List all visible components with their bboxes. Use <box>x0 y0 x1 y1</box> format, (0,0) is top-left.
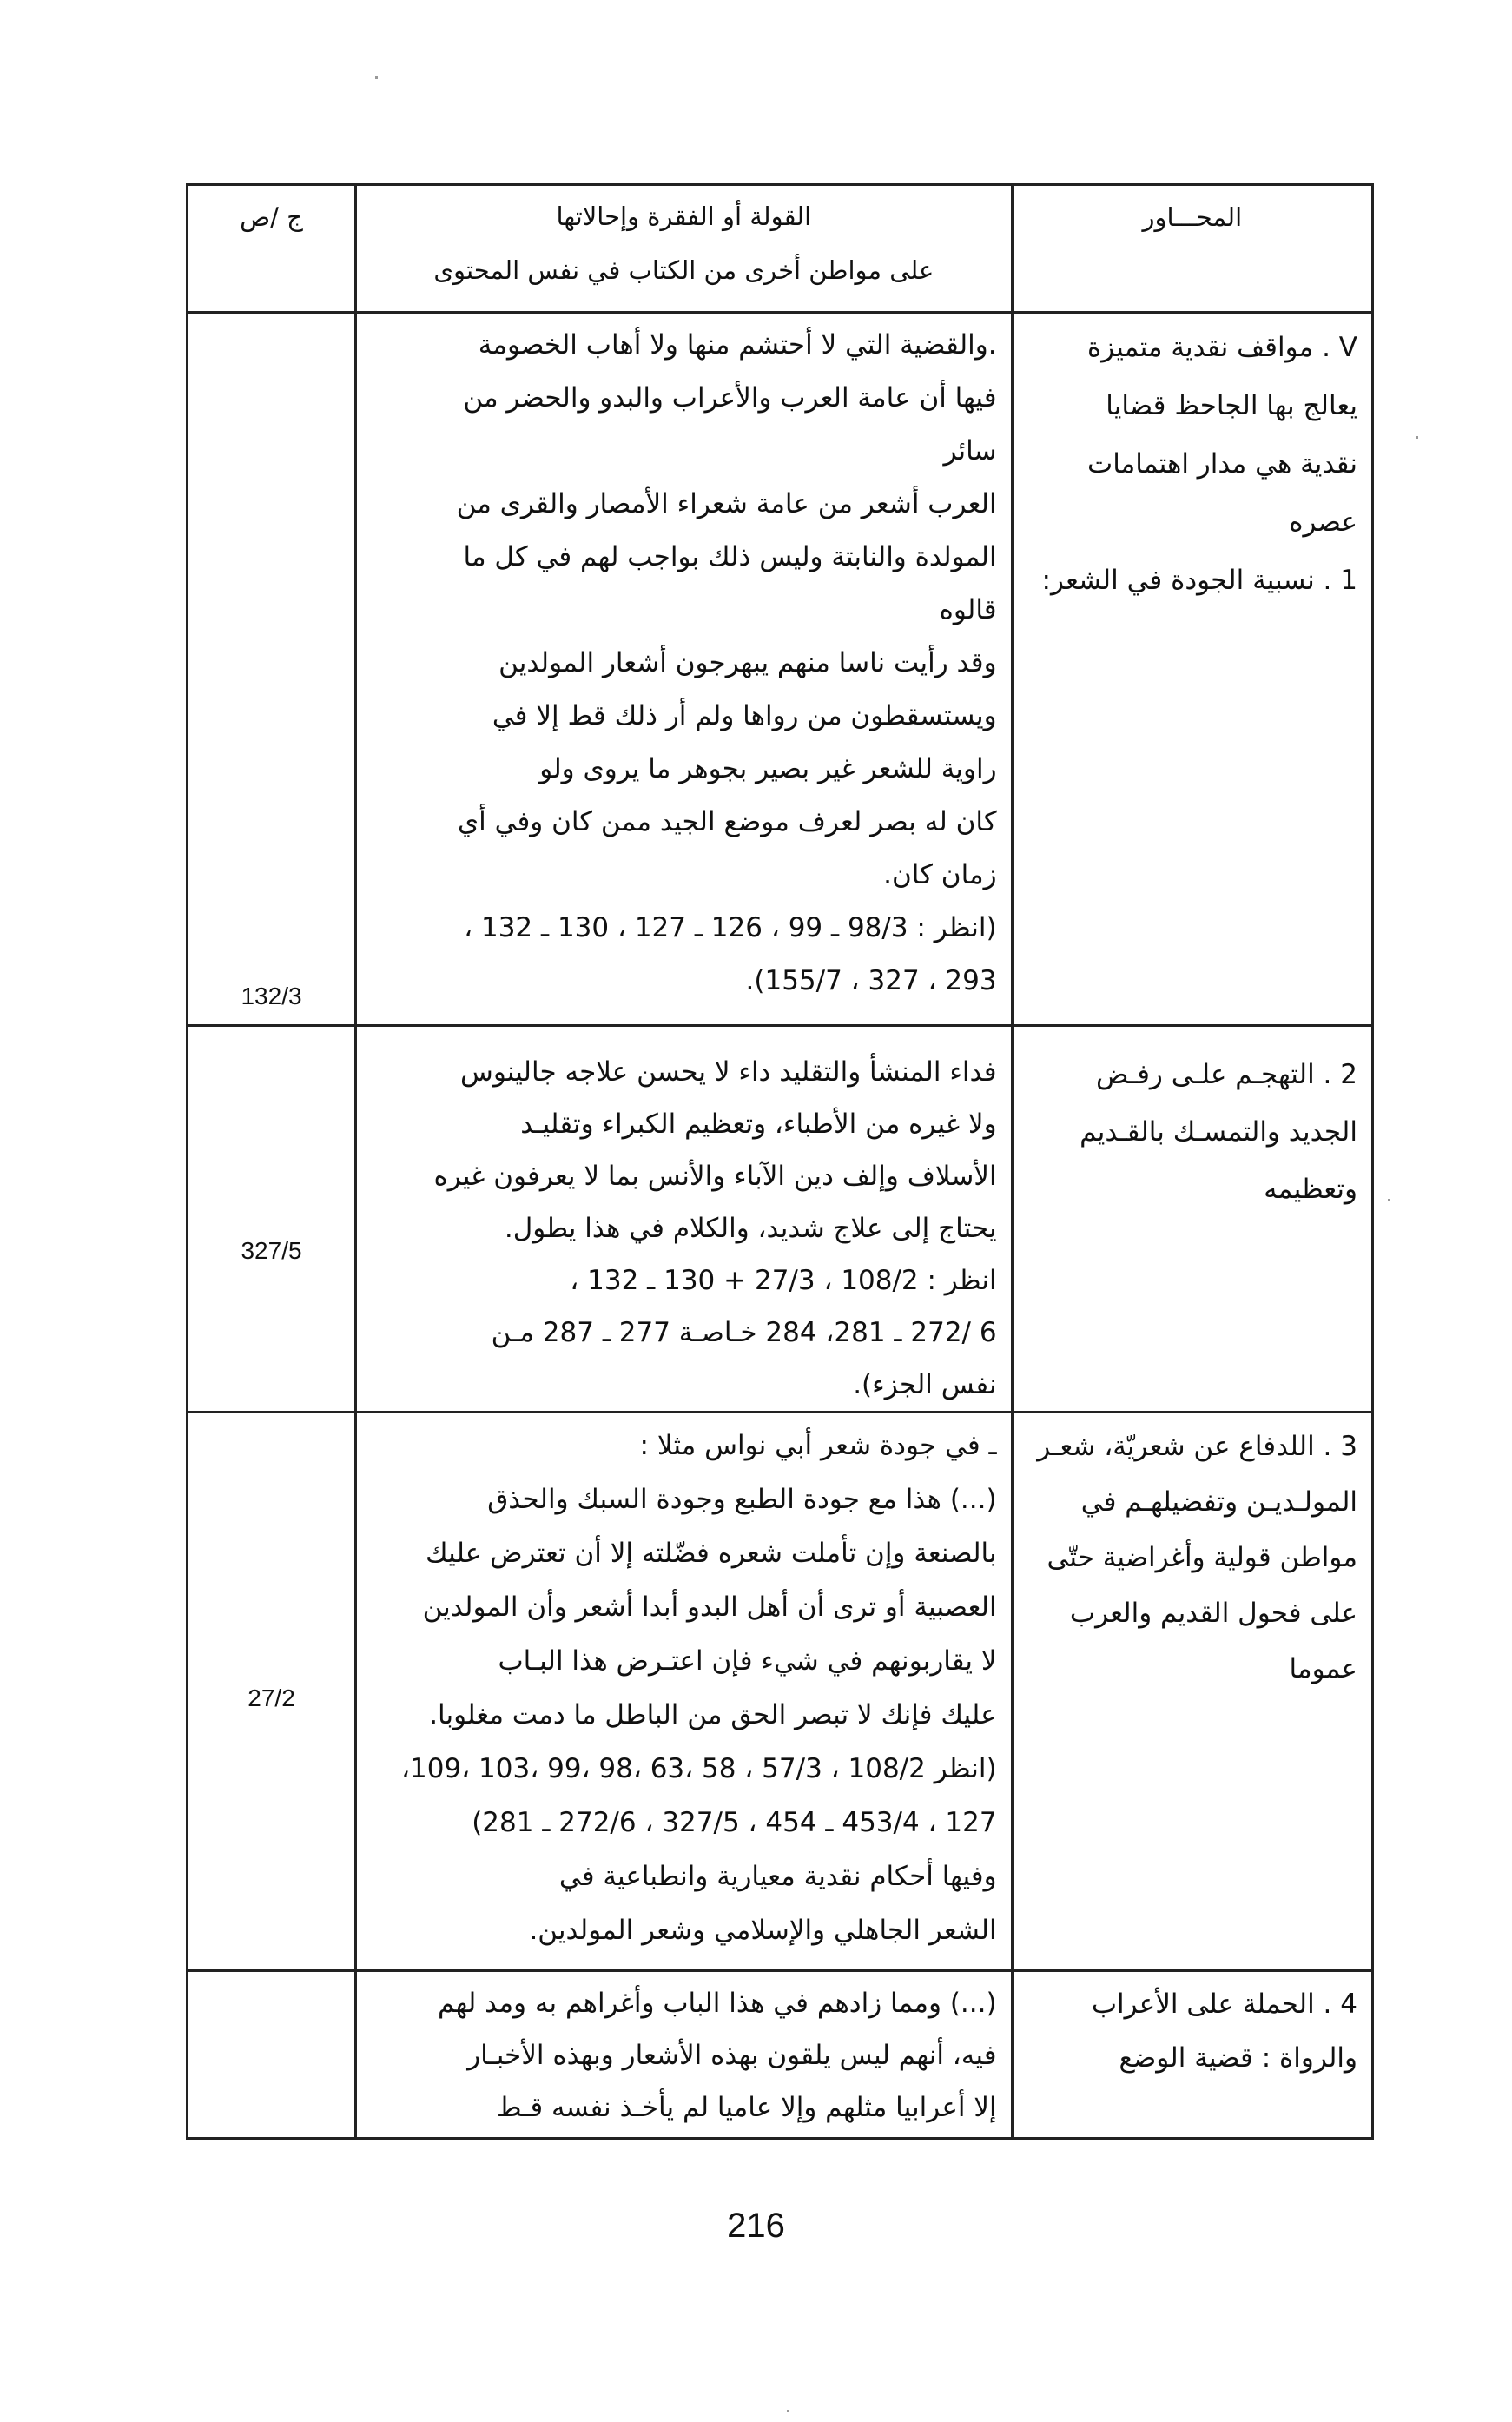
quote-line: ولا غيره من الأطباء، وتعظيم الكبراء وتقليـد <box>520 1108 997 1140</box>
quote-line: 293 ، 327 ، 155/7). <box>745 965 997 996</box>
quote-line: المولدة والنابتة وليس ذلك بواجب لهم في كل ما <box>463 541 997 572</box>
axis-cell <box>1012 1971 1372 2139</box>
header-axis-label: المحـــاور <box>1142 202 1243 232</box>
axis-line: 3 . اللدفاع عن شعريّة، شعـر <box>1037 1431 1357 1462</box>
scan-speck <box>1416 436 1418 439</box>
quote-line: يحتاج إلى علاج شديد، والكلام في هذا يطول. <box>504 1213 997 1244</box>
axis-line: يعالج بها الجاحظ قضايا <box>1106 390 1357 421</box>
axis-line: عموما <box>1289 1653 1357 1684</box>
axis-line: 2 . التهجـم علـى رفـض <box>1096 1059 1357 1090</box>
quote-line: .والقضية التي لا أحتشم منها ولا أهاب الخصومة <box>478 329 997 361</box>
axis-line: نقدية هي مدار اهتمامات <box>1087 448 1357 480</box>
header-ref-label: ج /ص <box>240 202 303 232</box>
axis-line: الجديد والتمسـك بالقـديم <box>1080 1116 1357 1148</box>
axis-line: V . مواقف نقدية متميزة <box>1086 332 1357 363</box>
quote-line: فيه، أنهم ليس يلقون بهذه الأشعار وبهذه الأخبـار <box>467 2040 997 2071</box>
ref-number: 327/5 <box>241 1237 302 1264</box>
quote-line: إلا أعرابيا مثلهم وإلا عاميا لم يأخـذ نفسه قـط <box>496 2092 997 2123</box>
quote-line: بالصنعة وإن تأملت شعره فضّلته إلا أن تعترض عليك <box>426 1538 997 1569</box>
quote-line: وفيها أحكام نقدية معيارية وانطباعية في <box>558 1861 997 1892</box>
quote-line: راوية للشعر غير بصير بجوهر ما يروى ولو <box>539 753 997 784</box>
axis-line: 4 . الحملة على الأعراب <box>1091 1989 1357 2020</box>
quote-line: نفس الجزء). <box>853 1369 997 1400</box>
quote-cell <box>356 1026 1013 1413</box>
quote-line: زمان كان. <box>883 859 997 890</box>
table-row <box>188 1413 1373 1971</box>
axis-line: مواطن قولية وأغراضية حتّى <box>1047 1542 1357 1573</box>
axis-cell <box>1012 313 1372 1026</box>
quote-line: الشعر الجاهلي والإسلامي وشعر المولدين. <box>529 1915 997 1946</box>
axis-line: والرواة : قضية الوضع <box>1119 2042 1357 2074</box>
quote-line: العصبية أو ترى أن أهل البدو أبدا أشعر وأن المولدين <box>422 1592 997 1623</box>
quote-line: قالوه <box>939 594 997 625</box>
quote-cell <box>356 1413 1013 1971</box>
quote-line: الأسلاف وإلف دين الآباء والأنس بما لا يعرفون غيره <box>433 1161 997 1192</box>
header-quote <box>356 185 1013 313</box>
header-axis <box>1012 185 1372 313</box>
quote-line: ويستسقطون من رواها ولم أر ذلك قط إلا في <box>492 700 997 731</box>
axis-line: على فحول القديم والعرب <box>1069 1598 1357 1629</box>
quote-line: سائر <box>943 435 997 467</box>
table-row <box>188 313 1373 1026</box>
quote-line: لا يقاربونهم في شيء فإن اعتـرض هذا البـاب <box>498 1645 997 1677</box>
scan-speck <box>375 76 378 79</box>
axis-line: وتعظيمه <box>1264 1174 1357 1205</box>
quote-line: العرب أشعر من عامة شعراء الأمصار والقرى من <box>456 488 997 519</box>
quote-cell <box>356 313 1013 1026</box>
ref-cell <box>188 1413 356 1971</box>
table-row <box>188 1026 1373 1413</box>
quote-line: (...) ومما زادهم في هذا الباب وأغراهم به ومد لهم <box>437 1988 997 2019</box>
page-number: 216 <box>727 2207 785 2245</box>
ref-cell <box>188 313 356 1026</box>
quote-line: 6 /272 ـ 281، 284 خـاصـة 277 ـ 287 مـن <box>491 1317 997 1348</box>
quote-line: (...) هذا مع جودة الطبع وجودة السبك والحذق <box>487 1484 997 1515</box>
scan-speck <box>787 2410 789 2412</box>
table-row <box>188 1971 1373 2139</box>
ref-cell <box>188 1971 356 2139</box>
axis-line: المولـديـن وتفضيلهـم في <box>1080 1486 1357 1518</box>
quote-line: 127 ، 453/4 ـ 454 ، 327/5 ، 272/6 ـ 281) <box>472 1807 997 1838</box>
quote-line: انظر : 108/2 ، 27/3 + 130 ـ 132 ، <box>570 1265 997 1296</box>
axis-line: عصره <box>1289 506 1357 538</box>
content-table <box>186 183 1374 2140</box>
quote-line: فيها أن عامة العرب والأعراب والبدو والحضر من <box>463 382 997 414</box>
quote-line: كان له بصر لعرف موضع الجيد ممن كان وفي أي <box>457 806 997 837</box>
ref-number: 132/3 <box>241 983 302 1009</box>
header-quote-line1: القولة أو الفقرة وإحالاتها <box>556 202 812 231</box>
header-quote-line2: على مواطن أخرى من الكتاب في نفس المحتوى <box>433 255 934 285</box>
quote-line: (انظر 108/2 ، 57/3 ، 58 ،63 ،98 ،99 ،103 ،109، <box>400 1753 997 1784</box>
axis-cell <box>1012 1413 1372 1971</box>
quote-cell <box>356 1971 1013 2139</box>
table-header-row <box>188 185 1373 313</box>
scan-speck <box>1388 1199 1390 1201</box>
ref-cell <box>188 1026 356 1413</box>
quote-line: (انظر : 98/3 ـ 99 ، 126 ـ 127 ، 130 ـ 132 ، <box>464 912 997 943</box>
quote-line: وقد رأيت ناسا منهم يبهرجون أشعار المولدين <box>498 647 997 678</box>
quote-line: ـ في جودة شعر أبي نواس مثلا : <box>639 1430 997 1461</box>
quote-line: فداء المنشأ والتقليد داء لا يحسن علاجه جالينوس <box>459 1056 997 1088</box>
header-ref <box>188 185 356 313</box>
axis-line: 1 . نسبية الجودة في الشعر: <box>1041 565 1357 596</box>
ref-number: 27/2 <box>248 1684 295 1711</box>
axis-cell <box>1012 1026 1372 1413</box>
quote-line: عليك فإنك لا تبصر الحق من الباطل ما دمت مغلوبا. <box>429 1699 997 1730</box>
